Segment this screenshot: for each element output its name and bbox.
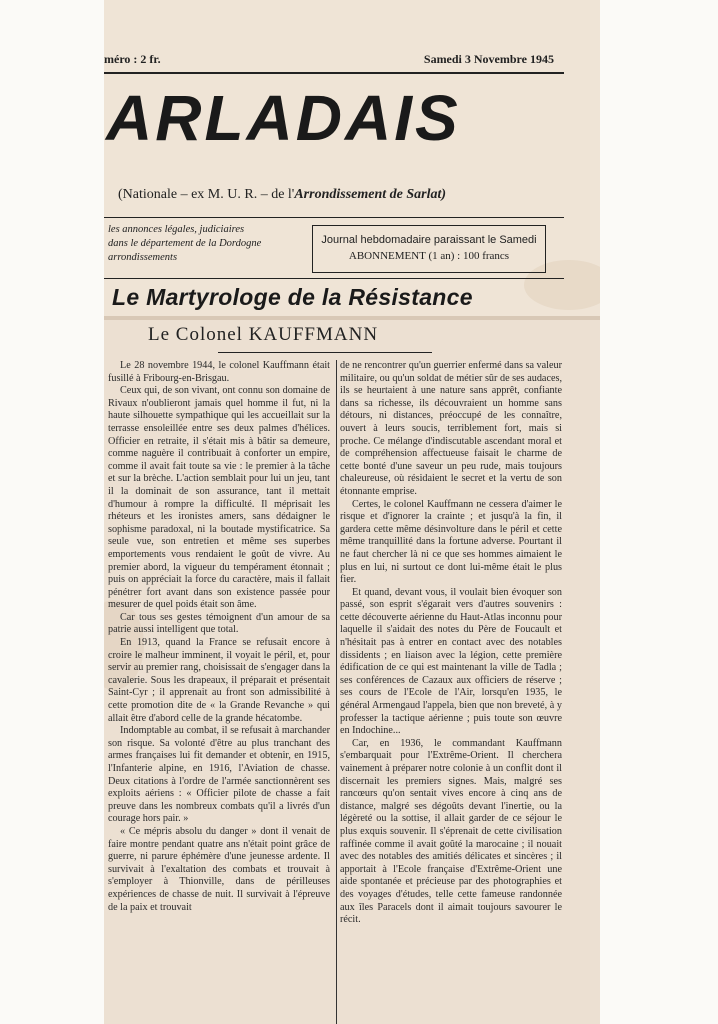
subscription-price: ABONNEMENT (1 an) : 100 francs	[348, 250, 510, 262]
legal-notice-line: dans le département de la Dordogne	[108, 238, 262, 249]
paragraph: de ne rencontrer qu'un guerrier enfermé dans sa valeur militaire, ou qu'un soldat de métier sûr de ses audaces, ils se heurtaient à une nature sans apprêt, confiante dans sa richesse, ils découvraient un homme sans détours, ni distances, préoccupé de les connaître, ouvert à leurs soucis, terriblement fort, mais si proche. Ce mélange d'indiscutable ascendant moral et de compréhension affectueuse faisait le charme de cette bonté d'une saveur un peu rude, mais toujours chaleureuse, où résidaient le secret et la vertu de son étonnante emprise.	[340, 360, 562, 497]
legal-notice-line: arrondissements	[108, 252, 178, 263]
masthead-top-line	[104, 52, 600, 72]
paragraph: Le 28 novembre 1944, le colonel Kauffmann était fusillé à Fribourg-en-Brisgau.	[108, 360, 330, 384]
box-rule	[104, 278, 564, 279]
legal-notice-box	[104, 223, 314, 270]
subtitle-text: Nationale – ex M. U. R. – de l'	[122, 187, 295, 202]
article-title: Le Colonel KAUFFMANN	[148, 324, 379, 345]
article-column-right	[340, 360, 562, 927]
paragraph: Certes, le colonel Kauffmann ne cessera d'aimer le risque et d'ignorer la crainte ; et jusqu'à la fin, il gardera cette même désinvolture dans le péril et cette même tranquillité dans la fortune adverse. Pourtant il ne faut chercher là ni ce que ses hommes aimaient le plus en lui, ni surtout ce dont lui-même était le plus fier.	[340, 498, 562, 586]
legal-notice-line: les annonces légales, judiciaires	[108, 224, 245, 235]
paragraph: En 1913, quand la France se refusait encore à croire le malheur imminent, il voyait le péril, et, pour servir au premier rang, choisissait de s'engager dans la cavalerie. Sous les drapeaux, il préparait et présentait Saint-Cyr ; il apprenait au front son admissibilité à cette promotion dite de « la Grande Revanche » qui allait être d'abord celle de la grande hécatombe.	[108, 637, 330, 724]
article-column-left	[108, 360, 330, 914]
newspaper-title: ARLADAIS	[106, 82, 461, 154]
paragraph: Car, en 1936, le commandant Kauffmann s'embarquait pour l'Extrême-Orient. Il cherchera vainement à préparer notre colonie à un conflit dont il discernait les premiers signes. Mais, malgré ses rancœurs qu'on sentait vives encore à cinq ans de distance, malgré ses dégoûts devant l'inertie, ou la légèreté ou la sottise, il allait garder de ce séjour le plus exquis souvenir. Il s'éprenait de cette civilisation raffinée comme il avait goûté la marocaine ; il nouait avec des notables des amitiés délicates et sincères ; il apportait à l'Ecole française d'Extrême-Orient une aide spontanée et précieuse par des photographies et des voyages d'études, telle cette fameuse randonnée aux îles Paracels dont il aimait toujours savourer le récit.	[340, 737, 562, 926]
newspaper-subtitle: (Nationale – ex M. U. R. – de l'Arrondissement de Sarlat)	[118, 187, 447, 202]
paragraph: Ceux qui, de son vivant, ont connu son domaine de Rivaux n'oublieront jamais quel homme il fut, ni la haute silhouette sympathique qui les accueillait sur la terrasse ensoleillée entre ses deux palmes d'hélices. Officier en retraite, il s'était mis à bâtir sa demeure, comme naguère il contribuait à conforter un empire, comme il avait fait toute sa vie : le premier à la tâche et sur la brèche. L'action semblait pour lui un jeu, tant il la dominait de son assurance, tant il mettait d'humour à rompre la difficulté. Il méprisait les rhéteurs et les ironistes amers, sans dédaigner le sophisme paradoxal, ni la boutade mystificatrice. Sa seule vue, son entretien et même ses superbes emportements vous rendaient le goût de vivre. Au premier abord, la vigueur du tempérament étonnait ; puis on appréciait la force du caractère, mais il fallait pénétrer fort avant dans son existence passée pour mesurer de quel poids était son âme.	[108, 385, 330, 611]
tear-line	[104, 316, 600, 320]
article-title-rule	[218, 352, 432, 353]
paragraph: Et quand, devant vous, il voulait bien évoquer son passé, son esprit s'égarait vers d'autres souvenirs : cette découverte aérienne du Haut-Atlas inconnu pour laquelle il s'aidait des notes du Père de Foucault et n'hésitait pas à entrer en contact avec des notables dissidents ; en liaison avec la légion, cette première édification de ce qui est maintenant la ville de Tadla ; ses conférences de Cazaux aux officiers de réserve ; ses cours de l'Ecole de l'Air, lorsqu'en 1935, le général Armengaud l'appela, bien que non breveté, à y professer la tactique aérienne ; puis toute son œuvre en Indochine...	[340, 586, 562, 737]
section-headline: Le Martyrologe de la Résistance	[112, 284, 473, 310]
issue-date: Samedi 3 Novembre 1945	[423, 52, 554, 66]
masthead-rule	[104, 72, 564, 74]
paragraph: Indomptable au combat, il se refusait à marchander son risque. Sa volonté d'être au plus tranchant des armes françaises lui fit demander et obtenir, en 1915, l'Infanterie alpine, en 1916, l'Aviation de chasse. Deux citations à l'ordre de l'armée sanctionnèrent ses exploits aériens : « Officier pilote de chasse a fait preuve dans les nombreux combats qu'il a livrés d'un courage hors pair. »	[108, 725, 330, 825]
newspaper-clipping	[104, 0, 600, 1024]
subtitle-rule	[104, 217, 564, 218]
publication-frequency: Journal hebdomadaire paraissant le Samedi	[321, 234, 537, 246]
subtitle-arrondissement: Arrondissement de Sarlat)	[294, 187, 447, 202]
paragraph: « Ce mépris absolu du danger » dont il venait de faire montre pendant quatre ans n'était point grâce de guerre, ni parure éphémère d'une jeunesse ardente. Il survivait à l'exaltation des combats et trouvait à s'employer à Thionville, dans de périlleuses expériences de chasse de nuit. Il survivait à l'épreuve de la paix et trouvait	[108, 825, 330, 913]
paragraph: Car tous ses gestes témoignent d'un amour de sa patrie aussi intelligent que total.	[108, 611, 330, 636]
subscription-box	[312, 225, 546, 273]
issue-price: méro : 2 fr.	[104, 52, 161, 66]
column-divider	[336, 360, 337, 1024]
